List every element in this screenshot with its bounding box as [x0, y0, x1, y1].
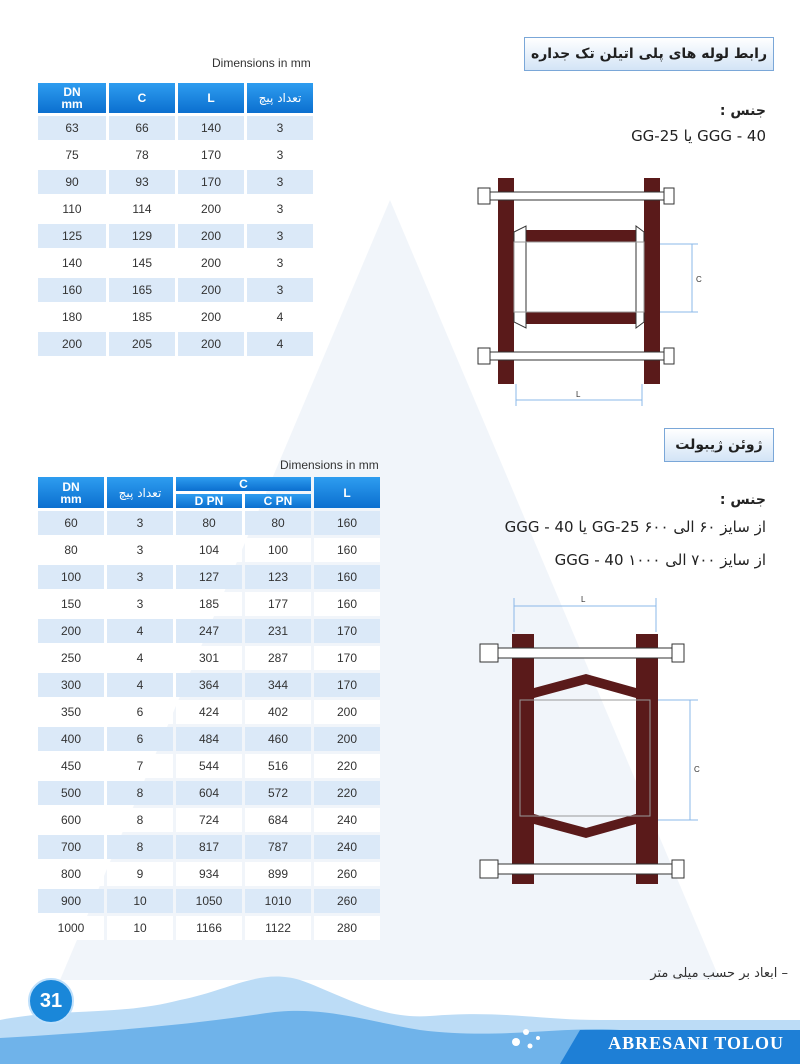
section2-title: ژوئن ژیبولت — [664, 428, 774, 462]
cell-cpn: 516 — [245, 754, 311, 778]
cell-l: 240 — [314, 835, 380, 859]
right-flange — [636, 634, 658, 884]
cell-dn: 450 — [38, 754, 104, 778]
cell-cpn: 460 — [245, 727, 311, 751]
cell-bolts: 4 — [107, 646, 173, 670]
table-row — [38, 619, 380, 643]
cell-cpn: 344 — [245, 673, 311, 697]
section2-line2: از سایز ۷۰۰ الی ۱۰۰۰ GGG - 40 — [554, 551, 766, 569]
cell-l: 170 — [314, 619, 380, 643]
top-bolt-head-right — [664, 188, 674, 204]
cell-l: 200 — [178, 224, 244, 248]
top-bolt-head-left — [480, 644, 498, 662]
cell-l: 280 — [314, 916, 380, 940]
cell-dn: 600 — [38, 808, 104, 832]
cell-cpn: 402 — [245, 700, 311, 724]
cell-bolts: 8 — [107, 781, 173, 805]
cell-bolts: 3 — [247, 251, 313, 275]
table2-title: Dimensions in mm — [280, 458, 379, 472]
cell-l: 200 — [178, 251, 244, 275]
cell-dn: 200 — [38, 332, 106, 356]
cell-bolts: 4 — [247, 332, 313, 356]
cell-l: 200 — [178, 305, 244, 329]
page-number: 31 — [28, 978, 74, 1024]
top-bolt — [496, 648, 676, 658]
cell-dn: 100 — [38, 565, 104, 589]
c-dimension-label: C — [694, 765, 700, 774]
cell-dpn: 247 — [176, 619, 242, 643]
table2-header-l: L — [314, 477, 380, 508]
table-row — [38, 305, 313, 329]
cell-l: 160 — [314, 511, 380, 535]
table2-header-dpn: D PN — [176, 494, 242, 508]
table-row — [38, 143, 313, 167]
c-dimension-label: C — [696, 275, 702, 284]
cell-bolts: 3 — [247, 116, 313, 140]
bottom-bolt-head-left — [478, 348, 490, 364]
cell-dn: 700 — [38, 835, 104, 859]
cell-cpn: 572 — [245, 781, 311, 805]
bottom-bolt-head-right — [664, 348, 674, 364]
table1-header-dn: DN mm — [38, 83, 106, 113]
cell-dpn: 364 — [176, 673, 242, 697]
cell-l: 260 — [314, 889, 380, 913]
table-row — [38, 916, 380, 940]
cell-bolts: 3 — [107, 592, 173, 616]
top-bolt-head-left — [478, 188, 490, 204]
cell-c: 78 — [109, 143, 175, 167]
cell-l: 170 — [314, 673, 380, 697]
left-flange — [512, 634, 534, 884]
cell-dn: 63 — [38, 116, 106, 140]
top-bolt — [488, 192, 668, 200]
cell-bolts: 3 — [247, 197, 313, 221]
cell-cpn: 1010 — [245, 889, 311, 913]
table-row — [38, 646, 380, 670]
cell-dn: 150 — [38, 592, 104, 616]
cell-l: 200 — [178, 332, 244, 356]
cell-dn: 125 — [38, 224, 106, 248]
cell-dpn: 484 — [176, 727, 242, 751]
cell-dpn: 724 — [176, 808, 242, 832]
cell-c: 145 — [109, 251, 175, 275]
table-row — [38, 511, 380, 535]
cell-dn: 1000 — [38, 916, 104, 940]
cell-l: 200 — [178, 197, 244, 221]
table-row — [38, 754, 380, 778]
cell-l: 260 — [314, 862, 380, 886]
table-row — [38, 673, 380, 697]
cell-dn: 400 — [38, 727, 104, 751]
cell-dn: 75 — [38, 143, 106, 167]
cell-l: 200 — [314, 700, 380, 724]
cell-c: 185 — [109, 305, 175, 329]
cell-l: 220 — [314, 754, 380, 778]
brand-name: ABRESANI TOLOU — [608, 1033, 784, 1053]
table-row — [38, 251, 313, 275]
cell-bolts: 3 — [107, 511, 173, 535]
cell-dpn: 424 — [176, 700, 242, 724]
cell-dn: 500 — [38, 781, 104, 805]
cell-cpn: 100 — [245, 538, 311, 562]
cell-c: 114 — [109, 197, 175, 221]
cell-dpn: 1166 — [176, 916, 242, 940]
cell-c: 129 — [109, 224, 175, 248]
section2-material-label: جنس : — [719, 492, 766, 508]
cell-dn: 200 — [38, 619, 104, 643]
cell-dpn: 80 — [176, 511, 242, 535]
cell-bolts: 3 — [247, 143, 313, 167]
cell-c: 93 — [109, 170, 175, 194]
cell-bolts: 7 — [107, 754, 173, 778]
brand-dots-icon — [508, 1022, 548, 1056]
cell-cpn: 684 — [245, 808, 311, 832]
cell-dn: 800 — [38, 862, 104, 886]
top-bolt-head-right — [672, 644, 684, 662]
table2-header-cpn: C PN — [245, 494, 311, 508]
bottom-bolt — [488, 352, 668, 360]
table-row — [38, 116, 313, 140]
table2 — [35, 474, 383, 943]
cell-bolts: 8 — [107, 835, 173, 859]
cell-dn: 60 — [38, 511, 104, 535]
cell-cpn: 123 — [245, 565, 311, 589]
table-row — [38, 538, 380, 562]
footer-note: – ابعاد بر حسب میلی متر — [650, 966, 788, 981]
table2-header-c: C — [176, 477, 311, 491]
cell-l: 140 — [178, 116, 244, 140]
cell-l: 160 — [314, 565, 380, 589]
cell-dn: 90 — [38, 170, 106, 194]
cell-bolts: 4 — [107, 673, 173, 697]
cell-bolts: 10 — [107, 916, 173, 940]
table1-title: Dimensions in mm — [212, 56, 311, 70]
bottom-bolt-head-left — [480, 860, 498, 878]
section2-line1: از سایز ۶۰ الی ۶۰۰ GG-25 یا GGG - 40 — [504, 518, 766, 536]
table-row — [38, 700, 380, 724]
table-row — [38, 565, 380, 589]
table-row — [38, 278, 313, 302]
table-row — [38, 862, 380, 886]
table1 — [35, 80, 316, 359]
table-row — [38, 224, 313, 248]
cell-cpn: 899 — [245, 862, 311, 886]
cell-bolts: 6 — [107, 727, 173, 751]
cell-bolts: 8 — [107, 808, 173, 832]
table-row — [38, 332, 313, 356]
cell-bolts: 3 — [247, 224, 313, 248]
table-row — [38, 197, 313, 221]
bottom-bolt-head-right — [672, 860, 684, 878]
cell-bolts: 9 — [107, 862, 173, 886]
section1-title: رابط لوله های پلی اتیلن تک جداره — [524, 37, 774, 71]
cell-dn: 80 — [38, 538, 104, 562]
cell-dpn: 104 — [176, 538, 242, 562]
table-row — [38, 592, 380, 616]
cell-l: 170 — [314, 646, 380, 670]
cell-l: 170 — [178, 170, 244, 194]
table1-header-bolts: تعداد پیچ — [247, 83, 313, 113]
cell-c: 66 — [109, 116, 175, 140]
cell-l: 170 — [178, 143, 244, 167]
table1-header-c: C — [109, 83, 175, 113]
table-row — [38, 727, 380, 751]
cell-dn: 110 — [38, 197, 106, 221]
l-dimension-label: L — [581, 595, 586, 604]
gibault-joint-drawing — [476, 592, 736, 902]
table2-header-bolts: تعداد پیچ — [107, 477, 173, 508]
coupling-drawing — [468, 170, 708, 410]
cell-dpn: 817 — [176, 835, 242, 859]
cell-cpn: 1122 — [245, 916, 311, 940]
table-row — [38, 835, 380, 859]
cell-c: 165 — [109, 278, 175, 302]
cell-dn: 250 — [38, 646, 104, 670]
cell-bolts: 3 — [107, 538, 173, 562]
cell-cpn: 231 — [245, 619, 311, 643]
cell-dn: 900 — [38, 889, 104, 913]
cell-cpn: 287 — [245, 646, 311, 670]
cell-bolts: 10 — [107, 889, 173, 913]
table-row — [38, 781, 380, 805]
cell-dn: 160 — [38, 278, 106, 302]
cell-l: 220 — [314, 781, 380, 805]
cell-dn: 140 — [38, 251, 106, 275]
table-row — [38, 808, 380, 832]
cell-l: 200 — [178, 278, 244, 302]
section1-material-label: جنس : — [719, 103, 766, 119]
cell-bolts: 4 — [247, 305, 313, 329]
cell-l: 200 — [314, 727, 380, 751]
cell-cpn: 177 — [245, 592, 311, 616]
cell-dpn: 934 — [176, 862, 242, 886]
cell-dpn: 544 — [176, 754, 242, 778]
cell-dpn: 185 — [176, 592, 242, 616]
section1-material-value: GGG - 40 یا GG-25 — [631, 127, 766, 145]
cell-bolts: 3 — [247, 278, 313, 302]
cell-cpn: 787 — [245, 835, 311, 859]
cell-l: 160 — [314, 592, 380, 616]
cell-dpn: 301 — [176, 646, 242, 670]
cell-bolts: 4 — [107, 619, 173, 643]
cell-dpn: 127 — [176, 565, 242, 589]
table-row — [38, 170, 313, 194]
cell-c: 205 — [109, 332, 175, 356]
cell-l: 240 — [314, 808, 380, 832]
cell-cpn: 80 — [245, 511, 311, 535]
table1-header-l: L — [178, 83, 244, 113]
cell-dn: 300 — [38, 673, 104, 697]
l-dimension-label: L — [576, 390, 581, 399]
cell-dn: 180 — [38, 305, 106, 329]
cell-bolts: 3 — [247, 170, 313, 194]
cell-dpn: 1050 — [176, 889, 242, 913]
table-row — [38, 889, 380, 913]
table2-header-dn: DN mm — [38, 477, 104, 508]
cell-l: 160 — [314, 538, 380, 562]
cell-dn: 350 — [38, 700, 104, 724]
cell-bolts: 6 — [107, 700, 173, 724]
bottom-bolt — [496, 864, 676, 874]
cell-bolts: 3 — [107, 565, 173, 589]
cell-dpn: 604 — [176, 781, 242, 805]
